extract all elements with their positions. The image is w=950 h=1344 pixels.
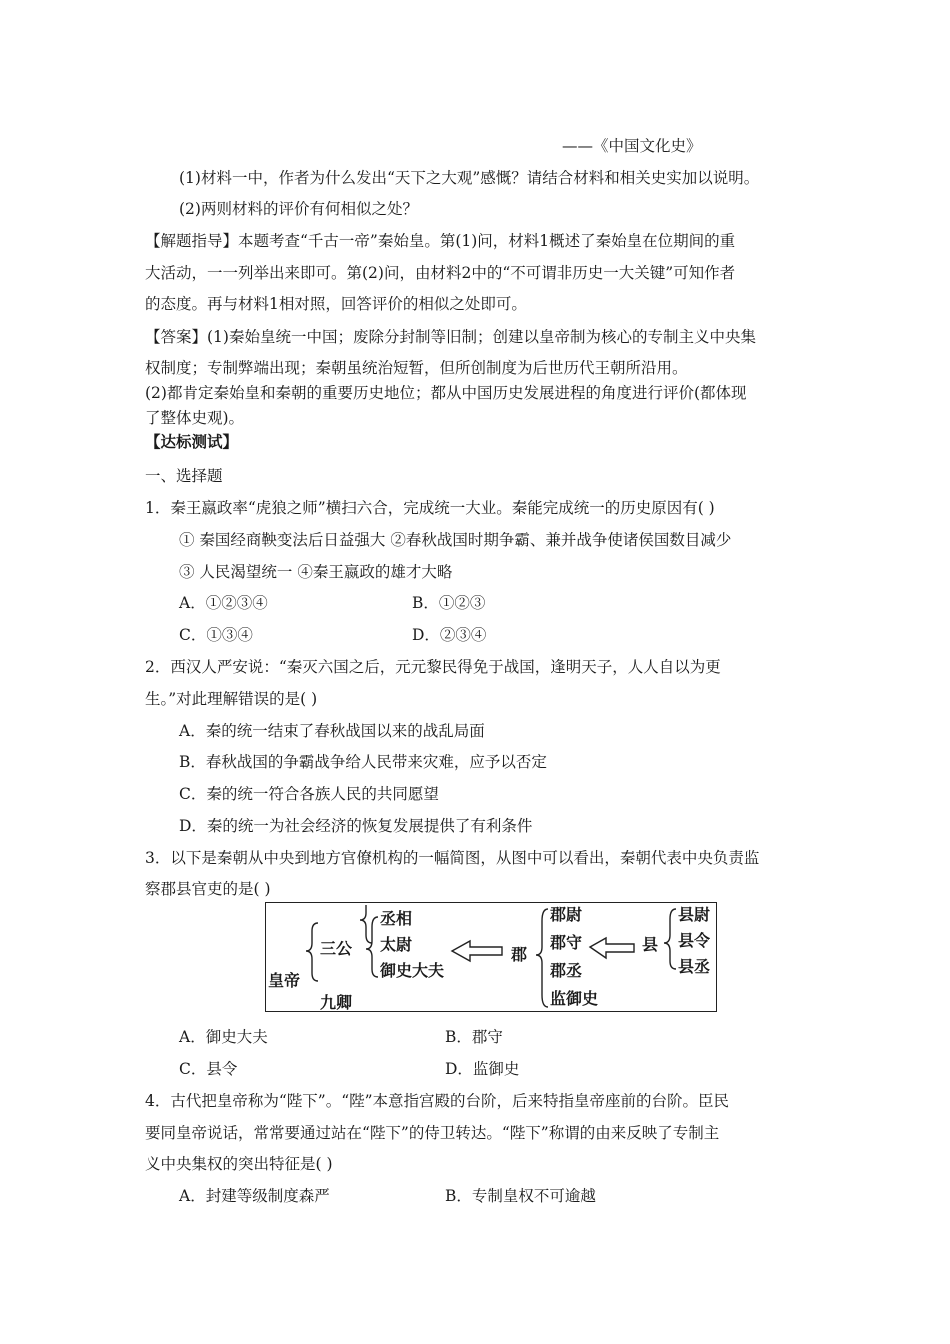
diagram-xianwei: 县尉 — [678, 905, 711, 924]
emperor-brace — [306, 923, 318, 981]
jun-brace — [536, 909, 548, 1007]
diagram-xian: 县 — [642, 935, 659, 954]
q4-stem-1: 4．古代把皇帝称为“陛下”。“陛”本意指宫殿的台阶，后来特指皇帝座前的台阶。臣民 — [145, 1092, 730, 1110]
q1-stem: 1．秦王嬴政率“虎狼之师”横扫六合，完成统一大业。秦能完成统一的历史原因有( ) — [145, 499, 715, 517]
q2-option-b[interactable]: B．春秋战国的争霸战争给人民带来灾难，应予以否定 — [179, 753, 547, 771]
guide-line-2: 大活动，一一列举出来即可。第(2)问，由材料2中的“不可谓非历史一大关键”可知作者 — [145, 264, 736, 282]
q3-stem-2: 察郡县官吏的是( ) — [145, 880, 271, 898]
q1-option-b[interactable]: B．①②③ — [412, 594, 486, 612]
q2-option-c[interactable]: C．秦的统一符合各族人民的共同愿望 — [179, 785, 439, 803]
answer-line-4: 了整体史观)。 — [145, 409, 245, 427]
section-title: 【达标测试】 — [145, 433, 239, 451]
sangong-sub-brace — [366, 917, 378, 977]
q1-option-d[interactable]: D．②③④ — [412, 626, 487, 644]
diagram-junwei: 郡尉 — [550, 905, 583, 924]
q2-stem-1: 2．西汉人严安说：“秦灭六国之后，元元黎民得免于战国，逢明天子，人人自以为更 — [145, 658, 721, 676]
answer-line-2: 权制度；专制弊端出现；秦朝虽统治短暂，但所创制度为后世历代王朝所沿用。 — [145, 359, 688, 377]
diagram-juncheng: 郡丞 — [550, 961, 583, 980]
source-citation: ——《中国文化史》 — [562, 137, 702, 155]
q3-option-c[interactable]: C．县令 — [179, 1060, 238, 1078]
diagram-yushidafu: 御史大夫 — [380, 961, 445, 980]
q3-option-a[interactable]: A．御史大夫 — [179, 1028, 268, 1046]
q3-option-b[interactable]: B．郡守 — [445, 1028, 503, 1046]
diagram-xianling: 县令 — [678, 931, 711, 950]
q1-option-c[interactable]: C．①③④ — [179, 626, 253, 644]
q2-stem-2: 生。”对此理解错误的是( ) — [145, 690, 318, 708]
qin-bureaucracy-diagram — [265, 902, 717, 1012]
q3-option-d[interactable]: D．监御史 — [445, 1060, 520, 1078]
q4-option-a[interactable]: A．封建等级制度森严 — [179, 1187, 330, 1205]
arrow-left-2 — [590, 938, 634, 958]
q3-stem-1: 3．以下是秦朝从中央到地方官僚机构的一幅简图，从图中可以看出，秦朝代表中央负责监 — [145, 849, 760, 867]
arrow-left-1 — [452, 941, 502, 961]
question-1-text: (1)材料一中，作者为什么发出“天下之大观”感慨？请结合材料和相关史实加以说明。 — [179, 169, 760, 187]
xian-brace — [664, 909, 676, 969]
diagram-sangong: 三公 — [320, 939, 353, 958]
part-title: 一、选择题 — [145, 467, 223, 485]
q2-option-a[interactable]: A．秦的统一结束了春秋战国以来的战乱局面 — [179, 722, 485, 740]
diagram-jun: 郡 — [511, 945, 528, 964]
q2-option-d[interactable]: D．秦的统一为社会经济的恢复发展提供了有利条件 — [179, 817, 533, 835]
diagram-jiuqing: 九卿 — [320, 993, 353, 1012]
q4-stem-3: 义中央集权的突出特征是( ) — [145, 1155, 333, 1173]
q4-option-b[interactable]: B．专制皇权不可逾越 — [445, 1187, 596, 1205]
diagram-junshou: 郡守 — [550, 933, 583, 952]
answer-line-1: 【答案】(1)秦始皇统一中国；废除分封制等旧制；创建以皇帝制为核心的专制主义中央集 — [145, 328, 756, 346]
answer-line-3: (2)都肯定秦始皇和秦朝的重要历史地位；都从中国历史发展进程的角度进行评价(都体现 — [145, 384, 747, 402]
question-2-text: (2)两则材料的评价有何相似之处？ — [179, 200, 418, 218]
diagram-taiwei: 太尉 — [380, 935, 413, 954]
guide-line-1: 【解题指导】本题考查“千古一帝”秦始皇。第(1)问，材料1概述了秦始皇在位期间的重 — [145, 232, 736, 250]
q4-stem-2: 要同皇帝说话，常常要通过站在“陛下”的侍卫转达。“陛下”称谓的由来反映了专制主 — [145, 1124, 720, 1142]
diagram-xiancheng: 县丞 — [678, 957, 711, 976]
diagram-jianyushi: 监御史 — [550, 989, 599, 1008]
diagram-chengxiang: 丞相 — [380, 909, 413, 928]
q1-items-1: ① 秦国经商鞅变法后日益强大 ②春秋战国时期争霸、兼并战争使诸侯国数目减少 — [179, 531, 732, 549]
diagram-emperor: 皇帝 — [268, 971, 301, 990]
sangong-brace — [360, 905, 372, 943]
guide-line-3: 的态度。再与材料1相对照，回答评价的相似之处即可。 — [145, 295, 527, 313]
q1-items-2: ③ 人民渴望统一 ④秦王嬴政的雄才大略 — [179, 563, 453, 581]
q1-option-a[interactable]: A．①②③④ — [179, 594, 268, 612]
